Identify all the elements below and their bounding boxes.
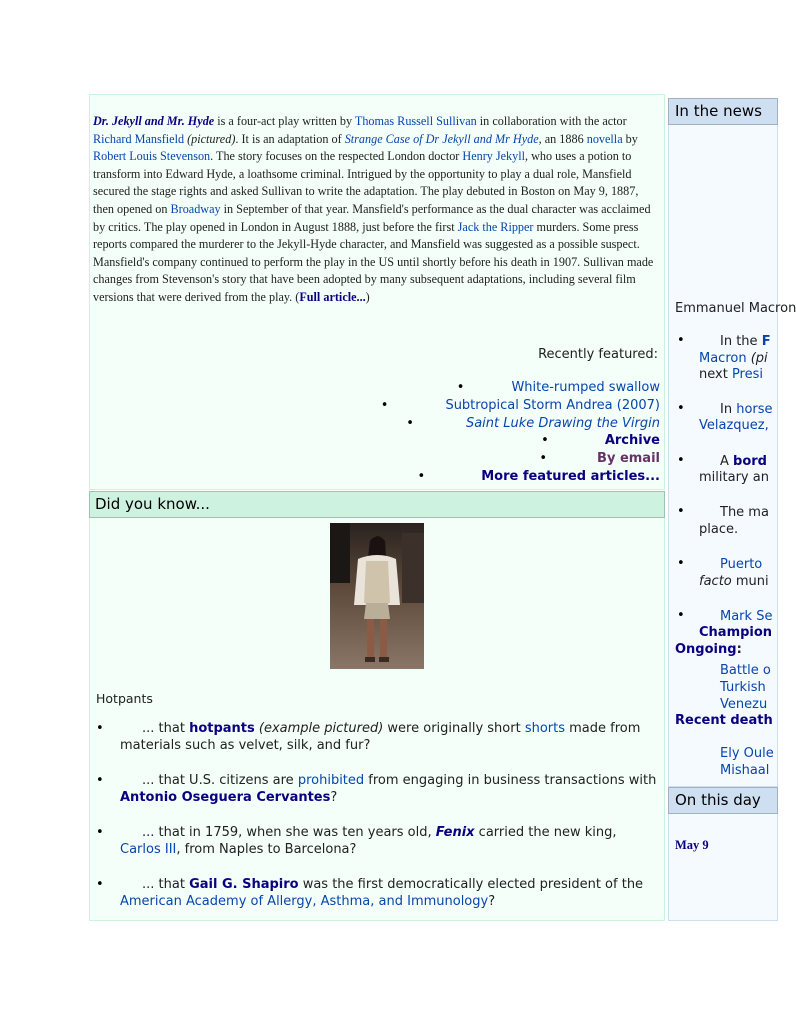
ongoing-link[interactable]: Ongoing [675, 642, 737, 657]
text-run: from engaging in business transactions with [364, 773, 657, 788]
list-item [90, 824, 660, 858]
link-broadway[interactable]: Broadway [170, 201, 221, 216]
text-run: A [720, 454, 734, 469]
recent-link-subtropical-storm[interactable]: Subtropical Storm Andrea (2007) [445, 397, 660, 413]
news-link-president[interactable]: Presi [731, 367, 763, 382]
link-robert-louis-stevenson[interactable]: Robert Louis Stevenson [93, 149, 211, 164]
death-item [720, 745, 774, 762]
text-run: ... that U.S. citizens are [142, 773, 298, 788]
bullet: • [541, 433, 549, 449]
bullet: • [677, 453, 685, 468]
link-american-academy-allergy[interactable]: American Academy of Allergy, Asthma, and Immunology [120, 894, 489, 909]
link-richard-mansfield[interactable]: Richard Mansfield [93, 131, 185, 146]
news-link-macron[interactable]: Macron [699, 351, 751, 366]
death-item [720, 762, 769, 779]
ongoing-item [720, 662, 771, 679]
news-image-caption: Emmanuel Macron [675, 301, 796, 316]
link-gail-shapiro[interactable]: Gail G. Shapiro [189, 877, 299, 892]
death-link-ely[interactable]: Ely Oule [720, 746, 774, 761]
ongoing-item [720, 679, 766, 696]
example-pictured-note: (example pictured) [258, 721, 384, 736]
list-item [381, 468, 660, 486]
text-run: . It is an adaptation of [235, 131, 345, 146]
news-link-champion[interactable]: Champion [699, 625, 773, 640]
bullet: • [539, 451, 548, 467]
text-run: murders. Some press reports compared the murderer to the Jekyll-Hyde character, and Mansfield was suggested as a possible suspect. Mansfield's company continued to perform the play in the US until shortly before his death in 1907. Sullivan made changes from Stevenson's story that have been adopted by many subsequent adaptations, including several film versions that were derived from the play. ( [93, 219, 654, 304]
text-run: , an 1886 [538, 131, 587, 146]
on-this-day-header: On this day [668, 787, 778, 814]
recently-featured-label: Recently featured: [538, 347, 658, 362]
list-item [381, 432, 660, 450]
text-run: was the first democratically elected president of the [298, 877, 644, 892]
text-run: , who uses a potion to transform into Edward Hyde, a loathsome criminal. Intrigued by the opportunity to play a dual role, Mansfield secured the stage rights and asked Sullivan to write the adaptation. The play debuted in Boston on May 9, 1887, then opened on [93, 149, 639, 216]
link-jack-the-ripper[interactable]: Jack the Ripper [457, 219, 534, 234]
news-item-text [699, 573, 769, 590]
did-you-know-panel [89, 518, 665, 921]
news-link-puerto[interactable]: Puerto [720, 557, 763, 572]
recently-featured-list [381, 379, 660, 486]
link-antonio-oseguera-cervantes[interactable]: Antonio Oseguera Cervantes [120, 790, 331, 805]
news-item-text: place. [699, 522, 739, 537]
featured-article-panel [89, 94, 665, 490]
news-item-text [699, 366, 763, 383]
bullet: • [677, 608, 685, 623]
link-prohibited[interactable]: prohibited [297, 773, 365, 788]
news-link-velazquez[interactable]: Velazquez, [699, 418, 769, 433]
hotpants-photo-illustration [330, 523, 424, 669]
link-strange-case[interactable]: Strange Case of Dr Jekyll and Mr Hyde [344, 131, 539, 146]
news-link-horse[interactable]: horse [736, 402, 773, 417]
link-novella[interactable]: novella [586, 131, 623, 146]
text-run: made from materials such as velvet, silk, and fur? [120, 721, 641, 753]
text-run: , from Naples to Barcelona? [176, 842, 357, 857]
ongoing-link-turkish[interactable]: Turkish [720, 680, 766, 695]
news-item-text [720, 401, 773, 418]
bullet: • [677, 556, 685, 571]
image-caption: Hotpants [96, 691, 153, 706]
by-email-link[interactable]: By email [597, 451, 660, 467]
bullet: • [456, 380, 465, 395]
list-item [90, 772, 660, 806]
text-run: ? [330, 790, 338, 805]
text-run: is a four-act play written by [214, 114, 355, 128]
on-this-day-panel [668, 814, 778, 921]
recent-deaths-label[interactable]: Recent death [675, 713, 773, 728]
list-item [381, 379, 660, 397]
news-item-text: The ma [720, 505, 769, 520]
news-item-text [720, 453, 767, 470]
list-item [90, 876, 660, 910]
bullet: • [677, 401, 685, 416]
text-run: in collaboration with the actor [476, 114, 627, 128]
did-you-know-list [90, 720, 660, 928]
in-the-news-panel [668, 125, 796, 787]
pictured-note: (pi [750, 351, 768, 366]
hotpants-image[interactable] [330, 523, 424, 669]
text-run: ? [488, 894, 496, 909]
news-link[interactable]: F [761, 334, 771, 349]
bullet: • [380, 397, 389, 413]
news-item-text [720, 608, 772, 625]
death-link-mishaal[interactable]: Mishaal [720, 763, 770, 778]
text-run: by [622, 131, 638, 146]
bullet: • [677, 504, 685, 519]
text-run: In the [720, 334, 762, 349]
list-item [381, 415, 660, 433]
text-run: ) [365, 289, 370, 304]
text-run: In [720, 402, 737, 417]
news-link-mark[interactable]: Mark Se [720, 609, 773, 624]
text-run: : [736, 642, 742, 657]
news-item-text [699, 624, 772, 641]
link-shorts[interactable]: shorts [524, 721, 566, 736]
news-item-text [720, 333, 771, 350]
list-item [381, 397, 660, 415]
link-henry-jekyll[interactable]: Henry Jekyll [462, 149, 526, 164]
recent-link-saint-luke[interactable]: Saint Luke Drawing the Virgin [465, 415, 660, 431]
ongoing-link-venezuela[interactable]: Venezu [720, 697, 768, 712]
pictured-note: (pictured) [187, 131, 236, 146]
news-item-text [720, 556, 762, 573]
text-run: ... that [142, 877, 190, 892]
text-run: ... that in 1759, when she was ten years old, [142, 825, 436, 840]
bullet: • [406, 415, 414, 431]
news-item-text [699, 417, 769, 434]
did-you-know-header: Did you know... [89, 491, 665, 518]
news-item-text: military an [699, 470, 769, 485]
news-link-border[interactable]: bord [733, 454, 767, 469]
ongoing-label [675, 641, 742, 658]
featured-article-text [93, 113, 659, 307]
ongoing-link-battle[interactable]: Battle o [720, 663, 771, 678]
full-article-link[interactable]: Full article... [299, 289, 366, 304]
text-run: ... that [142, 721, 190, 736]
bullet: • [677, 333, 685, 348]
text-run: muni [731, 574, 769, 589]
link-carlos-iii[interactable]: Carlos III [120, 842, 177, 857]
text-run: in September of that year. Mansfield's performance as the dual character was acclaimed by critics. The play opened in London in August 1888, just before the first [93, 201, 651, 234]
recent-link-white-rumped-swallow[interactable]: White-rumped swallow [511, 380, 660, 395]
link-hotpants[interactable]: hotpants [189, 721, 255, 736]
text-run: facto [699, 574, 732, 589]
featured-title-link[interactable]: Dr. Jekyll and Mr. Hyde [93, 114, 215, 128]
on-this-day-date-link[interactable]: May 9 [675, 838, 709, 852]
archive-link[interactable]: Archive [604, 433, 660, 449]
text-run: next [699, 367, 732, 382]
in-the-news-header: In the news [668, 98, 778, 125]
list-item [90, 720, 660, 754]
bullet: • [417, 468, 426, 484]
text-run: were originally short [383, 721, 525, 736]
link-fenix[interactable]: Fenix [435, 825, 475, 840]
news-item-text [699, 350, 768, 367]
link-thomas-russell-sullivan[interactable]: Thomas Russell Sullivan [354, 114, 477, 128]
more-featured-articles-link[interactable]: More featured articles... [481, 468, 660, 484]
text-run: . The story focuses on the respected London doctor [210, 149, 463, 164]
text-run: carried the new king, [474, 825, 617, 840]
list-item [381, 450, 660, 468]
ongoing-item [720, 696, 767, 713]
